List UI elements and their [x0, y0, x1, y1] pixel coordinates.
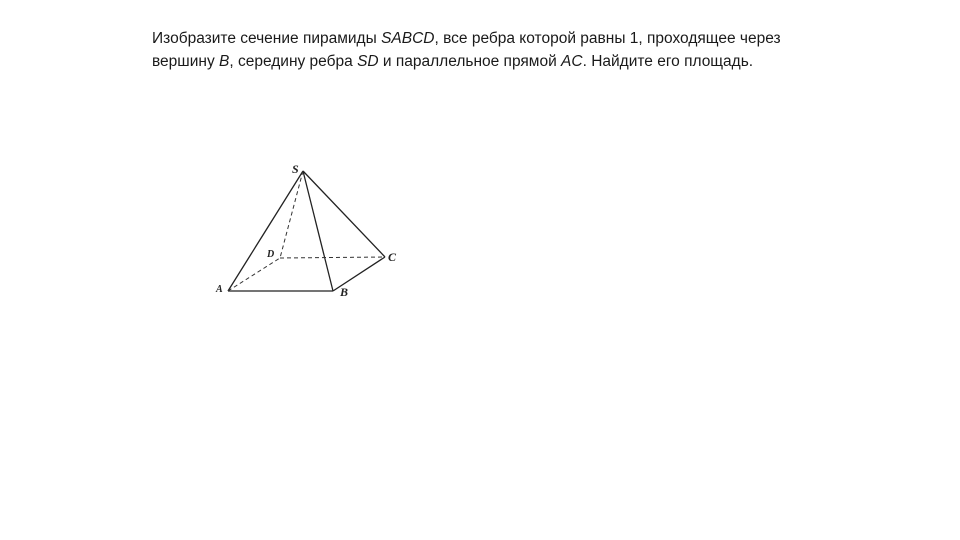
vertex-label-d: D: [267, 249, 275, 260]
edge-ad: [228, 258, 280, 291]
vertex-label-s: S: [292, 162, 299, 176]
problem-text-segment: . Найдите его площадь.: [582, 53, 754, 70]
problem-text-segment: , середину ребра: [229, 53, 358, 70]
vertex-label-b: B: [340, 285, 349, 299]
problem-line-2: [152, 50, 832, 73]
vertex-label-a: A: [216, 284, 223, 295]
edge-dc: [280, 257, 385, 258]
line-name: AC: [561, 53, 583, 70]
pyramid-name: SABCD: [381, 30, 435, 47]
vertex-name: B: [219, 53, 230, 70]
pyramid-drawing: [200, 150, 430, 310]
edge-sc: [303, 171, 385, 257]
problem-text-segment: вершину: [152, 53, 220, 70]
edge-sd: [280, 171, 303, 258]
vertex-label-c: C: [388, 250, 397, 264]
edge-sa: [228, 171, 303, 291]
problem-line-1: [152, 27, 832, 50]
problem-statement: [152, 27, 832, 73]
problem-text-segment: Изобразите сечение пирамиды: [152, 30, 382, 47]
pyramid-figure: [200, 150, 430, 310]
edge-sb: [303, 171, 333, 291]
problem-text-segment: , все ребра которой равны 1, проходящее через: [434, 30, 781, 47]
problem-text-segment: и параллельное прямой: [378, 53, 562, 70]
edge-name: SD: [357, 53, 379, 70]
